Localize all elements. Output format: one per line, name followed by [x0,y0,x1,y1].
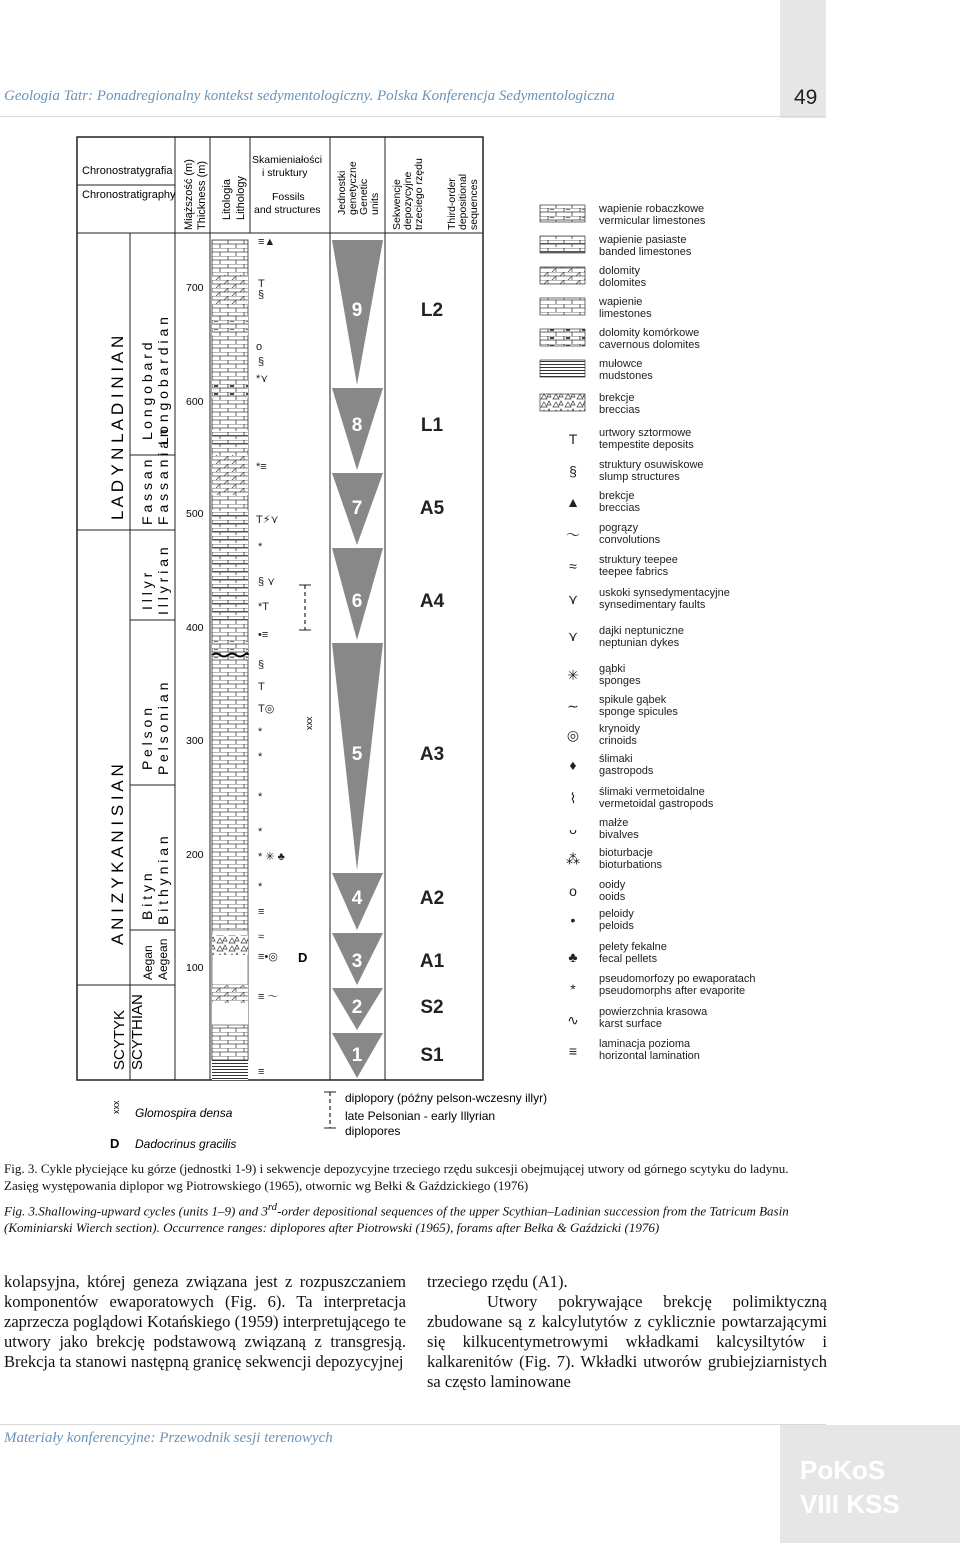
seq-pl-label-3: trzeciego rzędu [413,158,425,230]
anisian-label: A N I Z Y K A N I S I A N [108,764,127,945]
thickness-en-label: Thickness (m) [196,160,208,230]
svg-text:* ✳ ♣: * ✳ ♣ [258,851,285,863]
svg-text:≡ 〜: ≡ 〜 [258,991,279,1003]
lithology-pl-label: Litologia [221,179,233,220]
scythian-pl-label: SCYTYK [111,1009,128,1070]
legend-pl-3: wapienie [599,296,643,308]
legend-en-3: limestones [599,308,652,320]
legend-pl-12: uskoki synsedymentacyjne [599,587,730,599]
legend-pl-19: małże [599,817,629,829]
svg-text:*⋎: *⋎ [256,373,269,385]
page-number: 49 [794,86,818,109]
sequence-L1: L1 [420,415,444,436]
legend-symbol-teepee: ≈ [569,558,577,574]
svg-text:T: T [258,278,265,290]
unit-2: 2 [351,997,363,1018]
unit-5: 5 [351,744,363,765]
conference-brand-box [780,1425,960,1543]
fossils-en-label-2: and structures [254,204,321,216]
legend-en-19: bivalves [599,829,639,841]
legend-en-4: cavernous dolomites [599,339,700,351]
svg-text:*: * [258,881,263,893]
glomospira-label: Glomospira densa [135,1106,233,1120]
brand-line-1: PoKoS [800,1455,886,1485]
tick-200: 200 [186,849,204,861]
legend-symbol-bivalve: ᴗ [569,821,577,837]
dadocrinus-marker: D [298,950,308,965]
caption-polish: Fig. 3. Cykle płyciejące ku górze (jednostki 1-9) i sekwencje depozycyjne trzeciego rzędu sukcesji obejmującej utwory od górnego scytyku do ladynu. Zasięg występowania diplopor wg Piotrowskiego (1965), otwornic wg Bełki & Gaździckiego (1976) [4,1161,789,1193]
tick-500: 500 [186,508,204,520]
svg-text:o: o [256,341,263,353]
svg-text:≡: ≡ [258,906,265,918]
body-column-left: kolapsyjna, której geneza związana jest z rozpuszczaniem komponentów ewaporatowych (Fig. 6). Ta interpretacja zaprzecza poglądowi Kotańskiego (1959) interpretującego te utwory jako brekcję podstawową związaną z transgresją. Brekcja ta stanowi następną granicę sekwencji depozycyjnej [4,1272,406,1371]
svg-text:T: T [258,681,265,693]
legend-pl-5: mułowce [599,358,643,370]
running-footer: Materiały konferencyjne: Przewodnik sesji terenowych [4,1430,333,1446]
lithology-en-label: Lithology [235,175,247,220]
diplopore-range [299,585,311,630]
pelson-label: P e l s o n [139,707,155,770]
legend-symbol-pseudomorph: * [570,981,576,997]
body-right-paragraph: Utwory pokrywające brekcję polimiktyczną zbudowane są z kalcylutytów z cyklicznie powtarzającymi się kilkucentymetrowymi wkładkami kalcysiltytów i kalkarenitów (Fig. 7). Wkładki utworów grubiejziarnistych sa często laminowane [427,1292,827,1391]
svg-text:•≡: •≡ [258,629,269,641]
legend-en-11: teepee fabrics [599,566,669,578]
brand-line-2: VIII KSS [800,1489,900,1519]
diplopores-pl: diplopory (późny pelson-wczesny illyr) [345,1091,548,1105]
lithology-legend-swatches [540,205,585,411]
legend-pl-18: ślimaki vermetoidalne [599,786,705,798]
svg-text:*≡: *≡ [256,461,267,473]
sequence-L2: L2 [420,300,444,321]
legend-symbol-karst: ∿ [567,1012,579,1028]
svg-text:*: * [258,791,263,803]
fassan-label: F a s s a n [139,459,155,525]
legend-pl-4: dolomity komórkowe [599,327,700,339]
pelsonian-label: P e l s o n i a n [155,682,171,775]
legend-symbol-lamination: ≡ [568,1043,578,1059]
legend-en-24: pseudomorphs after evaporite [599,985,746,997]
svg-text:≡▲: ≡▲ [258,236,276,248]
unit-4: 4 [351,888,363,909]
legend-pl-21: ooidy [599,879,626,891]
sequence-A3: A3 [419,744,445,765]
lithology-column [212,240,248,1080]
legend-pl-16: krynoidy [599,723,640,735]
tick-300: 300 [186,735,204,747]
sequence-A1: A1 [419,951,445,972]
illyr-label: I l l y r [139,572,155,610]
unit-8: 8 [351,415,363,436]
svg-text:*: * [258,726,263,738]
legend-symbol-convolution: 〜 [566,527,580,543]
legend-symbol-sponge: ✳ [567,667,579,683]
seq-en-label-1: Third-order [446,178,458,230]
svg-text:T◎: T◎ [258,703,275,715]
illyrian-label: I l l y r i a n [155,547,171,615]
legend-pl-25: powierzchnia krasowa [599,1006,708,1018]
legend-pl-1: wapienie pasiaste [599,234,687,246]
aegan-label: Aegan [141,945,155,980]
legend-en-1: banded limestones [599,246,692,258]
legend-pl-11: struktury teepee [599,554,678,566]
legend-symbol-fecal-pellet: ♣ [568,949,578,965]
chronostrat-en-label: Chronostratigraphy [82,189,176,201]
tick-400: 400 [186,622,204,634]
legend-symbol-slump: § [569,463,577,479]
legend-pl-9: brekcje [599,490,635,502]
svg-text:*: * [258,826,263,838]
legend-en-14: sponges [599,675,641,687]
scythian-en-label: SCYTHIAN [129,994,146,1070]
legend-en-17: gastropods [599,765,654,777]
fossils-pl-label-1: Skamieniałości [252,154,323,166]
svg-text:§ ⋎: § ⋎ [258,576,276,588]
unit-3: 3 [351,951,363,972]
genetic-pl-label-1: Jednostki [336,170,348,215]
legend-en-22: peloids [599,920,634,932]
legend-pl-23: pelety fekalne [599,941,667,953]
svg-text:§: § [258,356,265,368]
legend-en-20: bioturbations [599,859,662,871]
longobardian-label: L o n g o b a r d i a n [155,317,171,445]
unit-6: 6 [351,591,363,612]
fassanian-label: F a s s a n i a n [155,429,171,525]
aegean-label: Aegean [156,938,170,980]
legend-pl-17: ślimaki [599,753,633,765]
svg-text:≡: ≡ [258,1066,265,1078]
diplopore-legend-symbol [324,1092,336,1128]
legend-en-10: convolutions [599,534,661,546]
legend-symbol-spicule: ∼ [567,698,579,714]
legend-en-18: vermetoidal gastropods [599,798,714,810]
legend-symbol-vermetoid: ⌇ [569,790,577,806]
legend-en-2: dolomites [599,277,647,289]
legend-pl-15: spikule gąbek [599,694,667,706]
structure-legend-symbols [566,431,580,1059]
sequence-A4: A4 [419,591,445,612]
unit-1: 1 [351,1045,363,1066]
unit-9: 9 [351,300,363,321]
longobard-label: L o n g o b a r d [139,342,155,440]
legend-en-21: ooids [599,891,626,903]
genetic-en-label-2: units [369,192,381,215]
legend-pl-8: struktury osuwiskowe [599,459,704,471]
svg-text:§: § [258,289,265,301]
sequence-A2: A2 [419,888,445,909]
legend-symbol-fault: ⋎ [567,591,579,607]
body-right-first-line: trzeciego rzędu (A1). [427,1272,568,1291]
genetic-en-label-1: Genetic [358,178,370,215]
dadocrinus-symbol: D [110,1136,120,1151]
svg-text:*: * [258,541,263,553]
dadocrinus-label: Dadocrinus gracilis [135,1137,237,1151]
genetic-pl-label-2: genetyczne [347,161,359,215]
tick-700: 700 [186,282,204,294]
unit-7: 7 [351,498,363,519]
legend-pl-13: dajki neptuniczne [599,625,685,637]
legend-en-23: fecal pellets [599,953,658,965]
legend-symbol-bioturbation: ⁂ [566,851,580,867]
legend-symbol-gastropod: ♦ [569,757,577,773]
legend-en-16: crinoids [599,735,637,747]
legend-pl-0: wapienie robaczkowe [599,203,705,215]
body-column-right [427,1272,827,1392]
legend-en-12: synsedimentary faults [599,599,706,611]
caption-english [4,1199,826,1236]
legend-pl-10: pogrązy [599,522,639,534]
fossil-symbols [256,236,285,1078]
tick-100: 100 [186,962,204,974]
legend-en-26: horizontal lamination [599,1050,700,1062]
legend-en-15: sponge spicules [599,706,678,718]
chronostrat-pl-label: Chronostratygrafia [82,165,173,177]
footer-rule [0,1424,826,1425]
legend-texts [598,203,756,1062]
legend-pl-7: urtwory sztormowe [599,427,692,439]
caption-en-superscript: rd [267,1201,278,1213]
legend-pl-2: dolomity [599,265,640,277]
svg-text:*: * [258,751,263,763]
thickness-pl-label: Miąższość (m) [183,159,195,230]
running-header: Geologia Tatr: Ponadregionalny kontekst sedymentologiczny. Polska Konferencja Sedymentologiczna [4,88,615,104]
legend-symbol-ooid: o [569,883,577,899]
caption-en-prefix: Fig. 3.Shallowing-upward cycles (units 1–9) and 3 [4,1203,268,1219]
sequence-A5: A5 [419,498,445,519]
legend-symbol-breccia: ▲ [566,494,580,510]
glomospira-symbol: xxx [111,1100,121,1114]
legend-en-13: neptunian dykes [599,637,680,649]
legend-pl-22: peloidy [599,908,634,920]
fossils-pl-label-2: i struktury [262,167,308,179]
legend-en-8: slump structures [599,471,680,483]
fossils-en-label-1: Fossils [272,191,305,203]
svg-text:≡•◎: ≡•◎ [258,951,278,963]
seq-pl-label-2: depozycyjne [402,171,414,230]
legend-symbol-dyke: ⋎ [567,628,579,644]
legend-symbol-crinoid: ◎ [566,727,580,743]
legend-en-0: vermicular limestones [599,215,706,227]
svg-text:*T: *T [258,601,269,613]
thickness-ticks [186,282,204,974]
svg-text:T⚡⋎: T⚡⋎ [256,514,279,526]
seq-pl-label-1: Sekwencje [391,179,403,230]
legend-en-5: mudstones [599,370,653,382]
legend-symbol-peloid: • [570,912,576,928]
legend-en-9: breccias [599,502,640,514]
seq-en-label-3: sequences [468,179,480,230]
legend-en-25: karst surface [599,1018,662,1030]
legend-symbol-tempestite: T [568,431,578,447]
legend-pl-14: gąbki [599,663,626,675]
seq-en-label-2: depositional [457,173,469,230]
bithynian-label: B i t h y n i a n [155,836,171,925]
legend-pl-26: laminacja pozioma [599,1038,691,1050]
diplopores-en-2: diplopores [345,1124,401,1138]
sequence-S1: S1 [420,1045,444,1066]
legend-en-6: breccias [599,404,640,416]
sequence-S2: S2 [420,997,444,1018]
bityn-label: B i t y n [139,873,155,920]
legend-pl-24: pseudomorfozy po ewaporatach [599,973,756,985]
legend-en-7: tempestite deposits [599,439,694,451]
diplopores-en-1: late Pelsonian - early Illyrian [345,1109,496,1123]
svg-text:≈: ≈ [258,931,265,943]
ladinian-label: L A D Y N L A D I N I A N [108,335,127,520]
legend-pl-6: brekcje [599,392,635,404]
tick-600: 600 [186,396,204,408]
legend-pl-20: bioturbacje [599,847,653,859]
caption-en-rest: -order depositional sequences of the upper Scythian–Ladinian succession from the Tatricum Basin (Kominiarski Wierch section). Occurrence ranges: diplopores after Piotrowski (1965), forams after Bełka & Gaździcki (1976) [4,1203,789,1236]
svg-text:§: § [258,659,265,671]
glomospira-range-label: xxx [304,716,314,730]
